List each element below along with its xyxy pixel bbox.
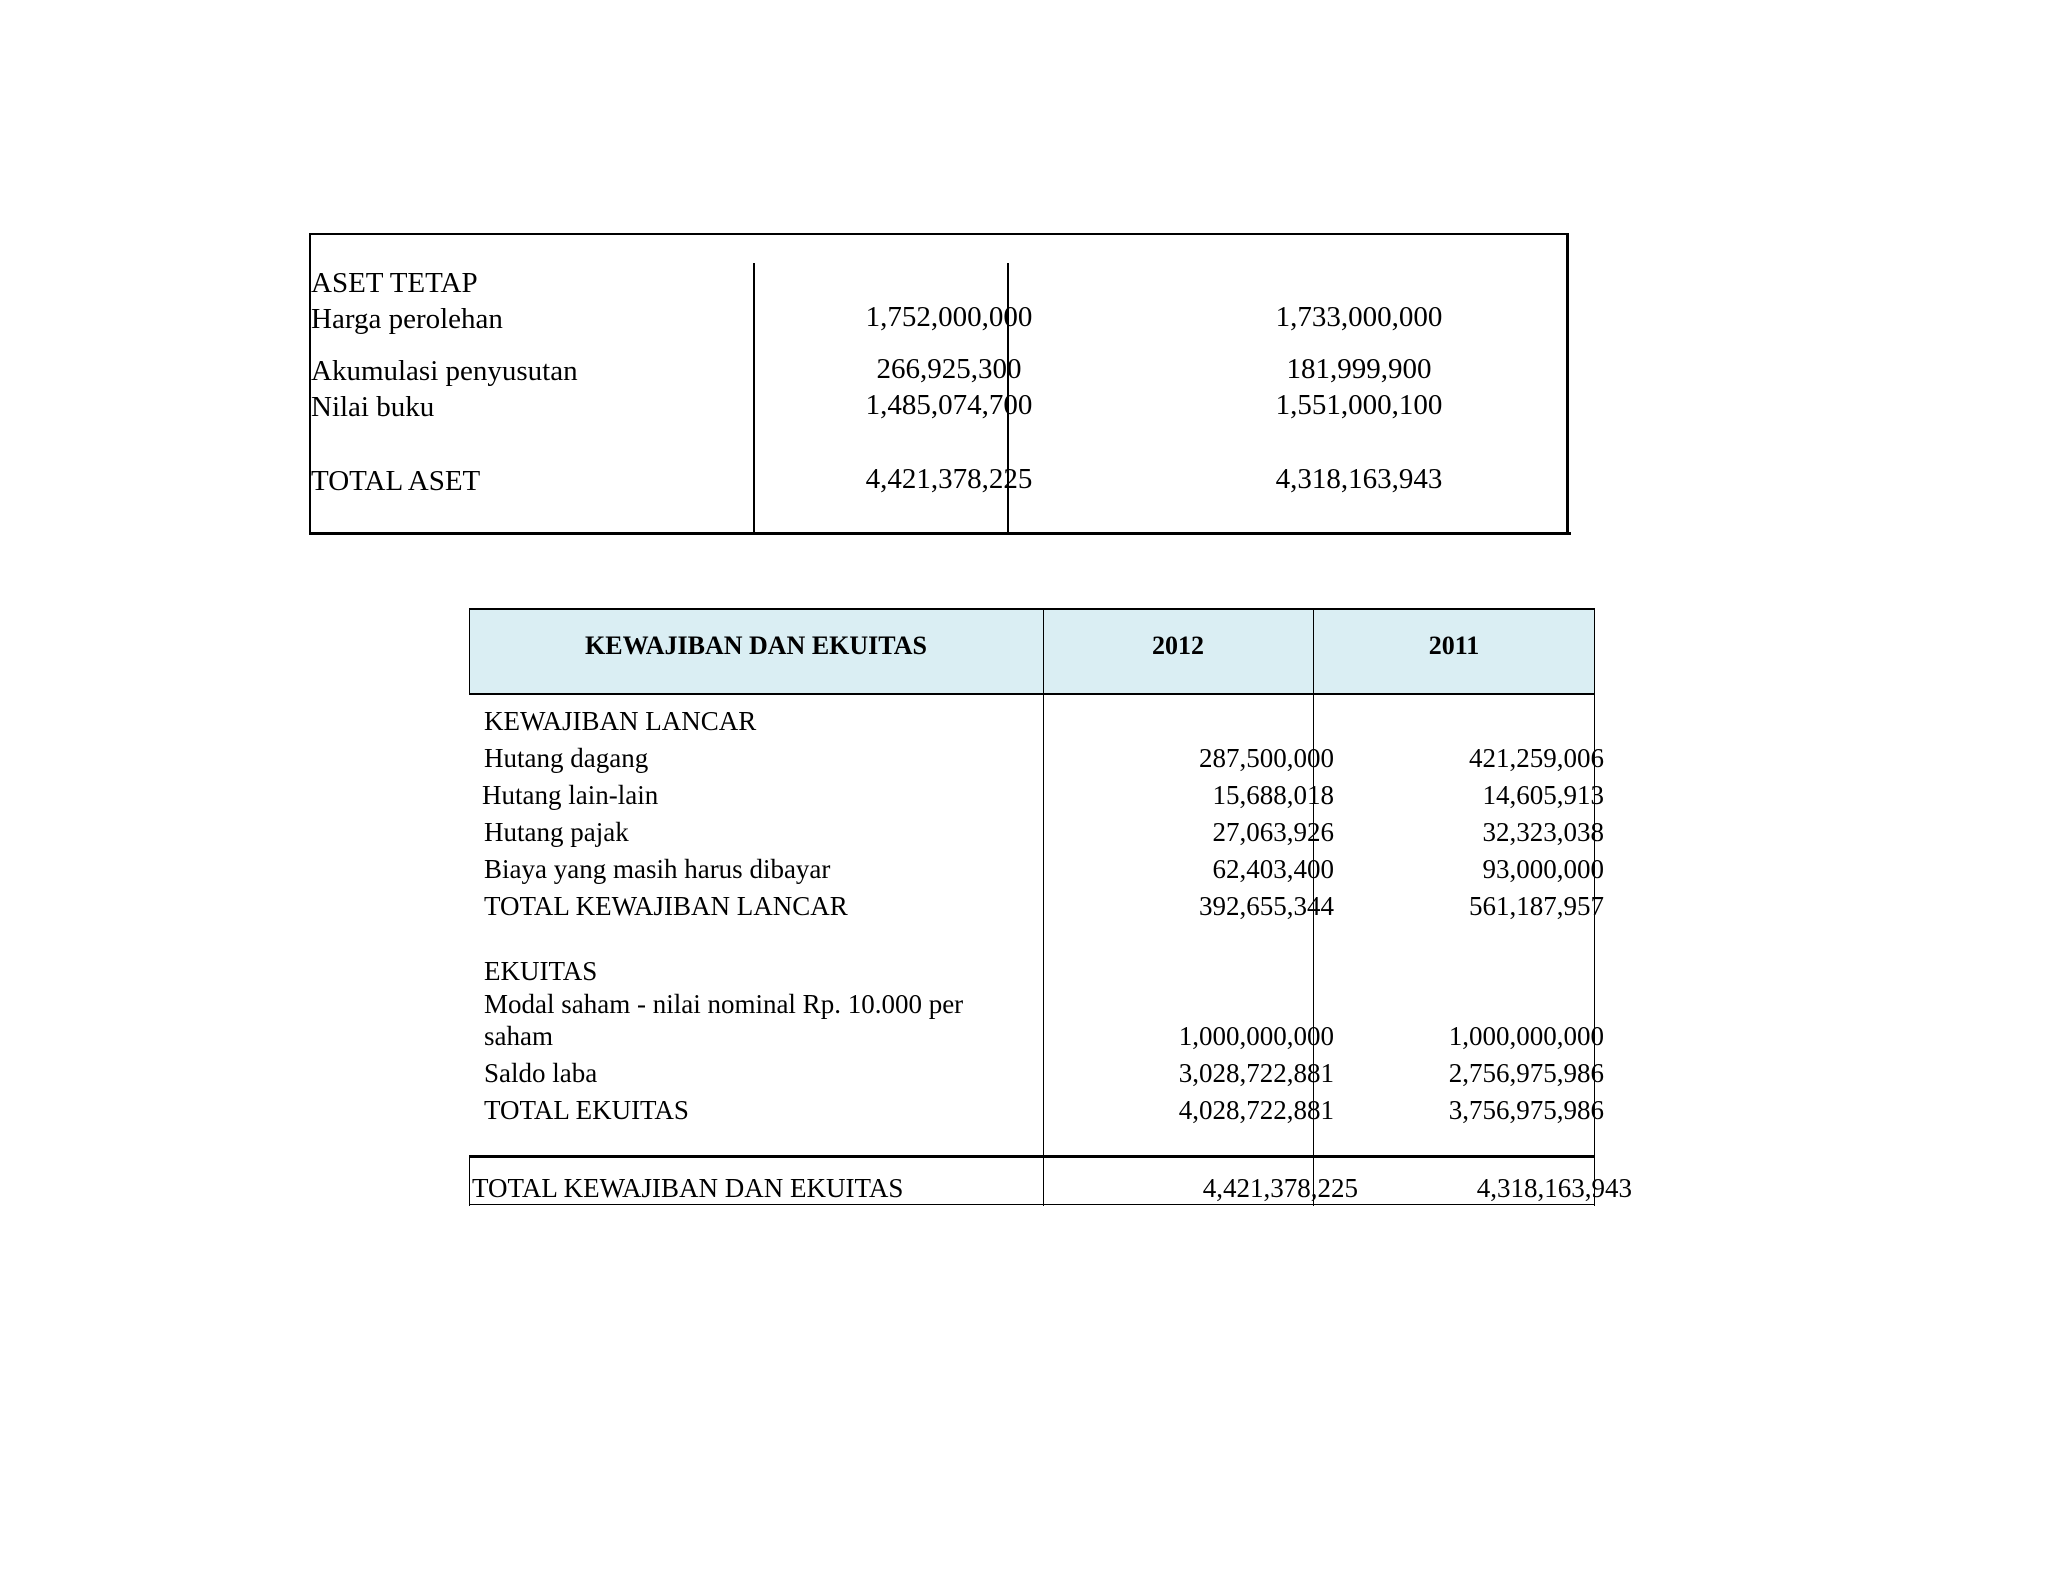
table-border-bottom bbox=[309, 532, 1571, 535]
row-label: Hutang dagang bbox=[484, 743, 649, 773]
value-2012: 3,028,722,881 bbox=[1178, 1058, 1334, 1088]
row-label: Harga perolehan bbox=[311, 303, 503, 335]
total-2012: 4,421,378,225 bbox=[865, 463, 1033, 495]
value-2012: 287,500,000 bbox=[1199, 743, 1334, 773]
total-2012: 392,655,344 bbox=[1199, 891, 1334, 921]
row-label: Saldo laba bbox=[484, 1058, 598, 1088]
value-2012: 1,752,000,000 bbox=[865, 301, 1033, 333]
row-label: Hutang pajak bbox=[484, 817, 629, 847]
row-label: Nilai buku bbox=[311, 391, 435, 423]
grand-total-2012: 4,421,378,225 bbox=[1202, 1173, 1358, 1203]
total-2011: 561,187,957 bbox=[1469, 891, 1604, 921]
section-title: ASET TETAP bbox=[311, 267, 478, 299]
value-2011: 1,000,000,000 bbox=[1448, 1021, 1604, 1051]
liabilities-equity-table bbox=[469, 608, 1632, 1206]
row-label: Hutang lain-lain bbox=[482, 780, 659, 810]
value-2012: 62,403,400 bbox=[1212, 854, 1334, 884]
total-2011: 3,756,975,986 bbox=[1448, 1095, 1604, 1125]
section-title: EKUITAS bbox=[484, 956, 598, 986]
grand-total-label: TOTAL KEWAJIBAN DAN EKUITAS bbox=[472, 1173, 904, 1203]
header-title: KEWAJIBAN DAN EKUITAS bbox=[585, 631, 927, 660]
value-2011: 14,605,913 bbox=[1482, 780, 1604, 810]
value-2011: 32,323,038 bbox=[1482, 817, 1604, 847]
value-2012: 15,688,018 bbox=[1212, 780, 1334, 810]
header-year-2011: 2011 bbox=[1428, 631, 1480, 660]
column-divider bbox=[469, 1155, 470, 1206]
value-2012: 1,485,074,700 bbox=[865, 389, 1033, 421]
row-label: Akumulasi penyusutan bbox=[311, 355, 578, 387]
value-2011: 93,000,000 bbox=[1482, 854, 1604, 884]
row-label: Biaya yang masih harus dibayar bbox=[484, 854, 831, 884]
value-2012: 266,925,300 bbox=[876, 353, 1022, 385]
header-border-bottom bbox=[469, 693, 1595, 695]
total-label: TOTAL KEWAJIBAN LANCAR bbox=[484, 891, 848, 921]
grand-total-rule bbox=[469, 1155, 1595, 1158]
row-label-continued: saham bbox=[484, 1021, 553, 1051]
grand-total-2011: 4,318,163,943 bbox=[1476, 1173, 1632, 1203]
value-2012: 1,000,000,000 bbox=[1178, 1021, 1334, 1051]
value-2011: 421,259,006 bbox=[1469, 743, 1604, 773]
total-2012: 4,028,722,881 bbox=[1178, 1095, 1334, 1125]
table-border-top bbox=[309, 233, 1569, 235]
row-label: Modal saham - nilai nominal Rp. 10.000 per bbox=[484, 989, 964, 1019]
value-2011: 2,756,975,986 bbox=[1448, 1058, 1604, 1088]
header-year-2012: 2012 bbox=[1152, 631, 1204, 660]
section-title: KEWAJIBAN LANCAR bbox=[484, 706, 757, 736]
value-2011: 181,999,900 bbox=[1286, 353, 1432, 385]
total-label: TOTAL EKUITAS bbox=[484, 1095, 689, 1125]
value-2011: 1,551,000,100 bbox=[1275, 389, 1443, 421]
column-divider bbox=[1043, 608, 1044, 1206]
fixed-assets-table bbox=[309, 233, 1569, 535]
column-divider bbox=[753, 263, 755, 535]
value-2011: 1,733,000,000 bbox=[1275, 301, 1443, 333]
total-label: TOTAL ASET bbox=[311, 465, 481, 497]
header-border-top bbox=[469, 608, 1595, 610]
value-2012: 27,063,926 bbox=[1212, 817, 1334, 847]
table-border-bottom bbox=[469, 1204, 1595, 1205]
total-2011: 4,318,163,943 bbox=[1275, 463, 1443, 495]
table-border-right bbox=[1566, 233, 1569, 535]
